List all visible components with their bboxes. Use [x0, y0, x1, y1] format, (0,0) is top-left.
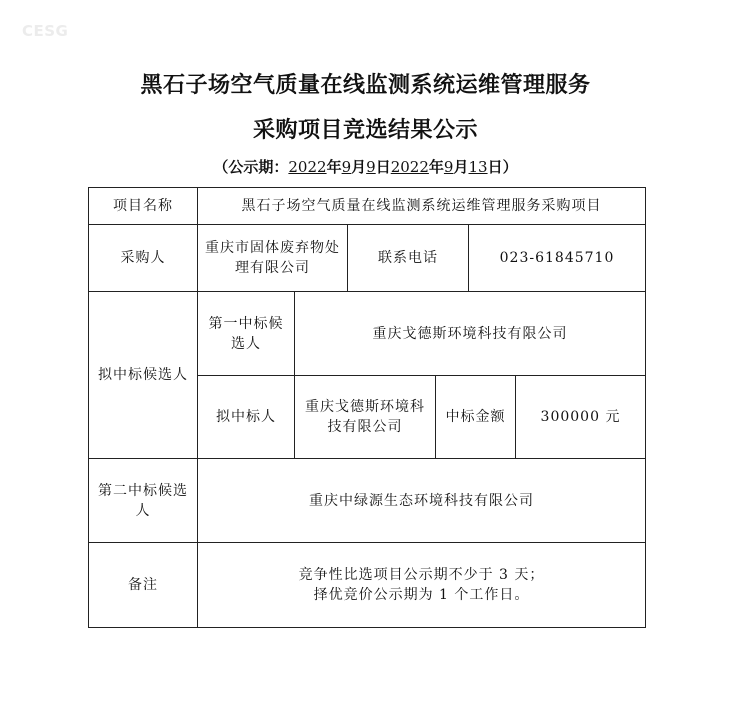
- year-char: 年: [428, 158, 444, 176]
- first-candidate-label: 第一中标候选人: [198, 292, 295, 376]
- project-name-value: 黑石子场空气质量在线监测系统运维管理服务采购项目: [198, 188, 646, 225]
- period-suffix: ）: [502, 158, 518, 176]
- phone-value: 023-61845710: [469, 225, 646, 292]
- candidates-label: 拟中标候选人: [89, 292, 198, 459]
- purchaser-value: 重庆市固体废弃物处理有限公司: [198, 225, 348, 292]
- remarks-value: [198, 543, 646, 628]
- amount-label: 中标金额: [436, 376, 516, 459]
- second-candidate-label: 第二中标候选人: [89, 459, 198, 543]
- period-start-year: 2022: [288, 158, 327, 176]
- publicity-period: [0, 156, 731, 177]
- day-char: 日: [375, 158, 391, 176]
- period-start-month: 9: [341, 158, 352, 176]
- remarks-line-2: 择优竞价公示期为 1 个工作日。: [313, 587, 530, 603]
- document-title-line-1: 黑石子场空气质量在线监测系统运维管理服务: [140, 72, 591, 98]
- first-candidate-value: 重庆戈德斯环境科技有限公司: [295, 292, 646, 376]
- remarks-label: 备注: [89, 543, 198, 628]
- remarks-line-1: 竞争性比选项目公示期不少于 3 天；: [298, 567, 545, 583]
- watermark-logo: CESG: [22, 22, 69, 40]
- period-end-month: 9: [443, 158, 454, 176]
- month-char: 月: [351, 158, 367, 176]
- day-char: 日: [487, 158, 503, 176]
- amount-value: 300000 元: [516, 376, 646, 459]
- document-title-line-2: 采购项目竞选结果公示: [252, 117, 478, 143]
- period-start-day: 9: [366, 158, 376, 176]
- winner-value: 重庆戈德斯环境科技有限公司: [295, 376, 436, 459]
- winner-label: 拟中标人: [198, 376, 295, 459]
- purchaser-label: 采购人: [89, 225, 198, 292]
- period-end-day: 13: [468, 158, 488, 176]
- project-name-label: 项目名称: [89, 188, 198, 225]
- period-prefix: （公示期：: [213, 158, 289, 176]
- month-char: 月: [453, 158, 469, 176]
- period-end-year: 2022: [390, 158, 429, 176]
- results-table: [88, 187, 646, 628]
- year-char: 年: [326, 158, 342, 176]
- phone-label: 联系电话: [348, 225, 469, 292]
- second-candidate-value: 重庆中绿源生态环境科技有限公司: [198, 459, 646, 543]
